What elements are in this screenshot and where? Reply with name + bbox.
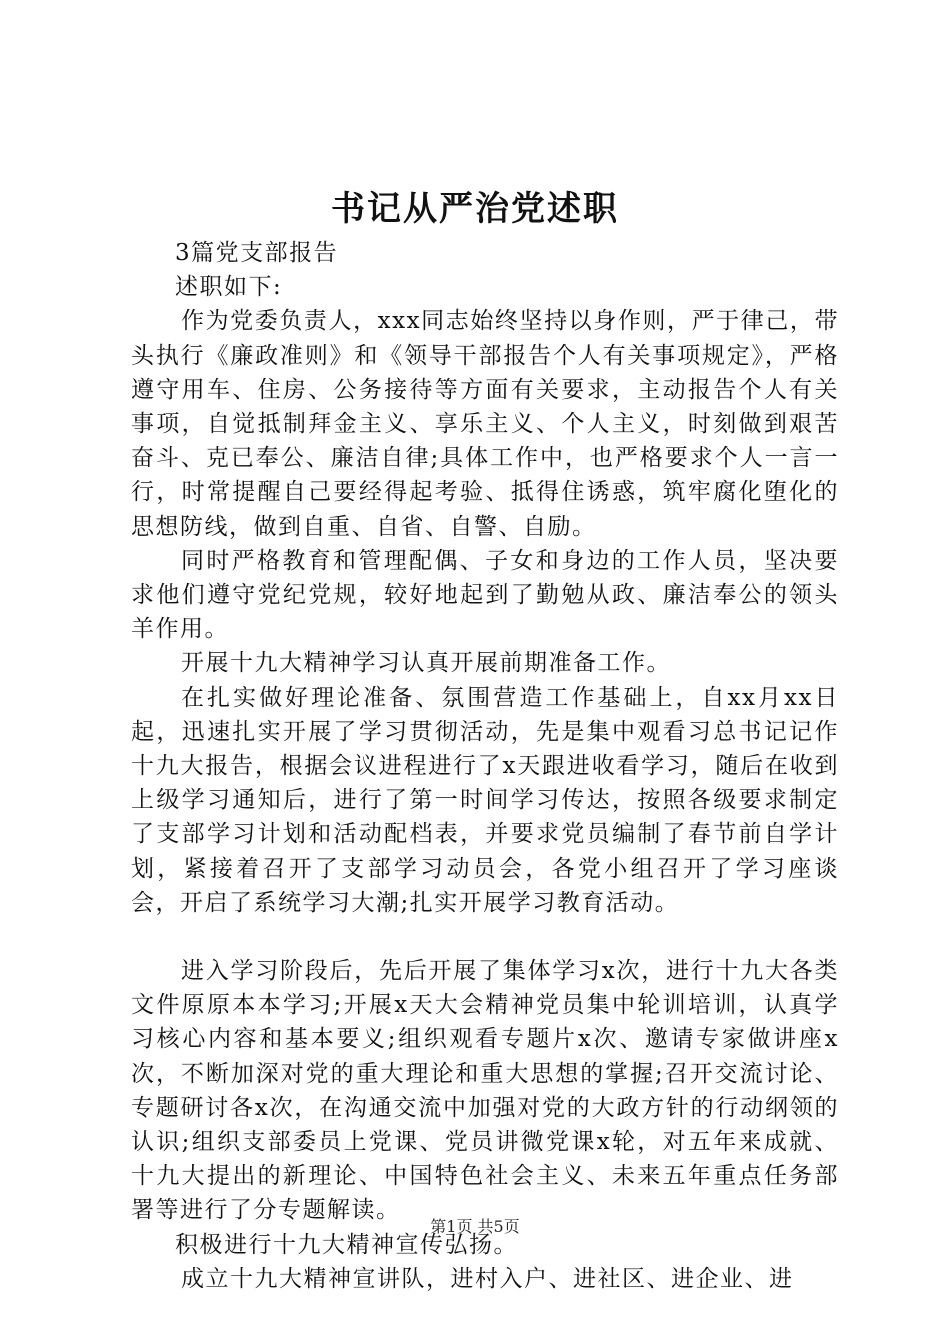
- document-title: 书记从严治党述职: [331, 189, 619, 229]
- document-body: [131, 236, 839, 1296]
- paragraph-publicity-heading: 积极进行十九大精神宣传弘扬。: [175, 1231, 518, 1258]
- paragraph-family-education: 同时严格教育和管理配偶、子女和身边的工作人员，坚决要求他们遵守党纪党规，较好地起到了勤勉从政、廉洁奉公的领头羊作用。: [131, 547, 839, 643]
- paragraph-self-discipline: 作为党委负责人，xxx同志始终坚持以身作则，严于律己，带头执行《廉政准则》和《领导干部报告个人有关事项规定》，严格遵守用车、住房、公务接待等方面有关要求，主动报告个人有关事项，自觉抵制拜金主义、享乐主义、个人主义，时刻做到艰苦奋斗、克已奉公、廉洁自律;具体工作中，也严格要求个人一言一行，时常提醒自己要经得起考验、抵得住诱惑，筑牢腐化堕化的思想防线，做到自重、自省、自警、自励。: [131, 308, 839, 540]
- paragraph-intro: 述职如下:: [175, 274, 283, 301]
- paragraph-preparation: 在扎实做好理论准备、氛围营造工作基础上，自xx月xx日起，迅速扎实开展了学习贯彻活动，先是集中观看习总书记记作十九大报告，根据会议进程进行了x天跟进收看学习，随后在收到上级学习通知后，进行了第一时间学习传达，按照各级要求制定了支部学习计划和活动配档表，并要求党员编制了春节前自学计划，紧接着召开了支部学习动员会，各党小组召开了学习座谈会，开启了系统学习大潮;扎实开展学习教育活动。: [131, 684, 839, 916]
- paragraph-study-stage: 进入学习阶段后，先后开展了集体学习x次，进行十九大各类文件原原本本学习;开展x天大会精神党员集中轮训培训，认真学习核心内容和基本要义;组织观看专题片x次、邀请专家做讲座x次，不断加深对党的重大理论和重大思想的掌握;召开交流讨论、专题研讨各x次，在沟通交流中加强对党的大政方针的行动纲领的认识;组织支部委员上党课、党员讲微党课x轮，对五年来成就、十九大提出的新理论、中国特色社会主义、未来五年重点任务部署等进行了分专题解读。: [131, 958, 839, 1224]
- paragraph-study-heading: 开展十九大精神学习认真开展前期准备工作。: [181, 650, 671, 677]
- paragraph-gap: [131, 920, 839, 954]
- paragraph-subtitle: 3篇党支部报告: [175, 240, 339, 266]
- paragraph-lecture-team: 成立十九大精神宣讲队，进村入户、进社区、进企业、进: [181, 1265, 794, 1292]
- page-number: 第1页 共5页: [430, 1217, 520, 1236]
